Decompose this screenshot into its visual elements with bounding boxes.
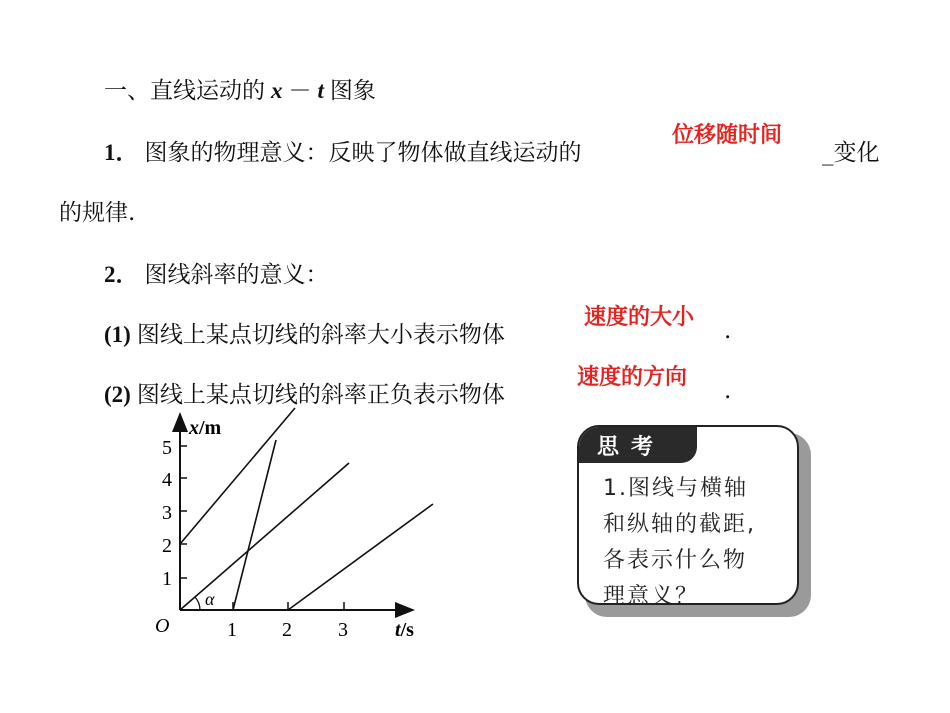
- x-tick-label-1: 1: [227, 619, 237, 641]
- think-tab: [579, 427, 697, 463]
- item1-answer: 位移随时间: [672, 123, 783, 148]
- think-line-3: 各表示什么物: [603, 548, 748, 573]
- x-tick-label-2: 2: [282, 619, 292, 641]
- sub1-text: 图线上某点切线的斜率大小表示物体: [136, 322, 505, 348]
- item2-line: [104, 256, 329, 289]
- sub1-line: [104, 316, 505, 349]
- xt-graph: [145, 400, 445, 650]
- sub1-end: .: [724, 318, 732, 344]
- item2-text: 图线斜率的意义：: [144, 262, 329, 288]
- think-line-2: 和纵轴的截距,: [603, 512, 756, 537]
- x-axis-var: t: [395, 619, 401, 641]
- x-axis-label: [395, 619, 414, 641]
- y-axis-unit: /m: [199, 417, 222, 439]
- item1-line2: 的规律.: [59, 200, 136, 226]
- think-question: [603, 471, 793, 615]
- y-tick-label-2: 2: [162, 535, 172, 557]
- line-from-2: [288, 504, 433, 610]
- think-line-1: 1.图线与横轴: [603, 476, 748, 501]
- origin-label: O: [155, 615, 170, 637]
- heading-prefix: 一、直线运动的: [104, 78, 265, 104]
- think-tab-label: 思考: [597, 435, 666, 460]
- think-box-frame: [577, 425, 799, 609]
- section-heading: [104, 72, 376, 105]
- x-tick-label-3: 3: [338, 619, 348, 641]
- sub1-number: (1): [104, 322, 131, 347]
- y-tick-label-1: 1: [162, 568, 172, 590]
- sub2-number: (2): [104, 382, 131, 407]
- line-steep-from-1: [233, 440, 276, 610]
- y-axis-var: x: [189, 417, 199, 439]
- sub1-answer: 速度的大小: [584, 305, 695, 330]
- heading-var-x: x: [271, 78, 283, 103]
- y-axis-label: [188, 417, 222, 439]
- y-tick-label-4: 4: [162, 469, 172, 491]
- item1-blank-tail: _变化: [822, 140, 880, 166]
- heading-var-t: t: [317, 78, 324, 103]
- think-line-4: 理意义？: [603, 584, 700, 609]
- angle-arc: [195, 597, 200, 610]
- x-axis-unit: /s: [400, 619, 414, 641]
- item1-text: 图象的物理意义：反映了物体做直线运动的: [144, 140, 582, 166]
- sub2-text: 图线上某点切线的斜率正负表示物体: [136, 382, 505, 408]
- angle-label: α: [205, 589, 215, 609]
- y-tick-label-5: 5: [162, 437, 172, 459]
- y-tick-label-3: 3: [162, 502, 172, 524]
- think-box: [577, 425, 809, 618]
- sub2-answer: 速度的方向: [577, 365, 688, 390]
- item2-number: 2．: [104, 262, 139, 287]
- sub2-end: .: [724, 378, 732, 404]
- heading-suffix: 图象: [329, 78, 376, 104]
- heading-dash: －: [288, 78, 312, 104]
- item1-number: 1．: [104, 140, 139, 165]
- item1-line: [104, 134, 582, 167]
